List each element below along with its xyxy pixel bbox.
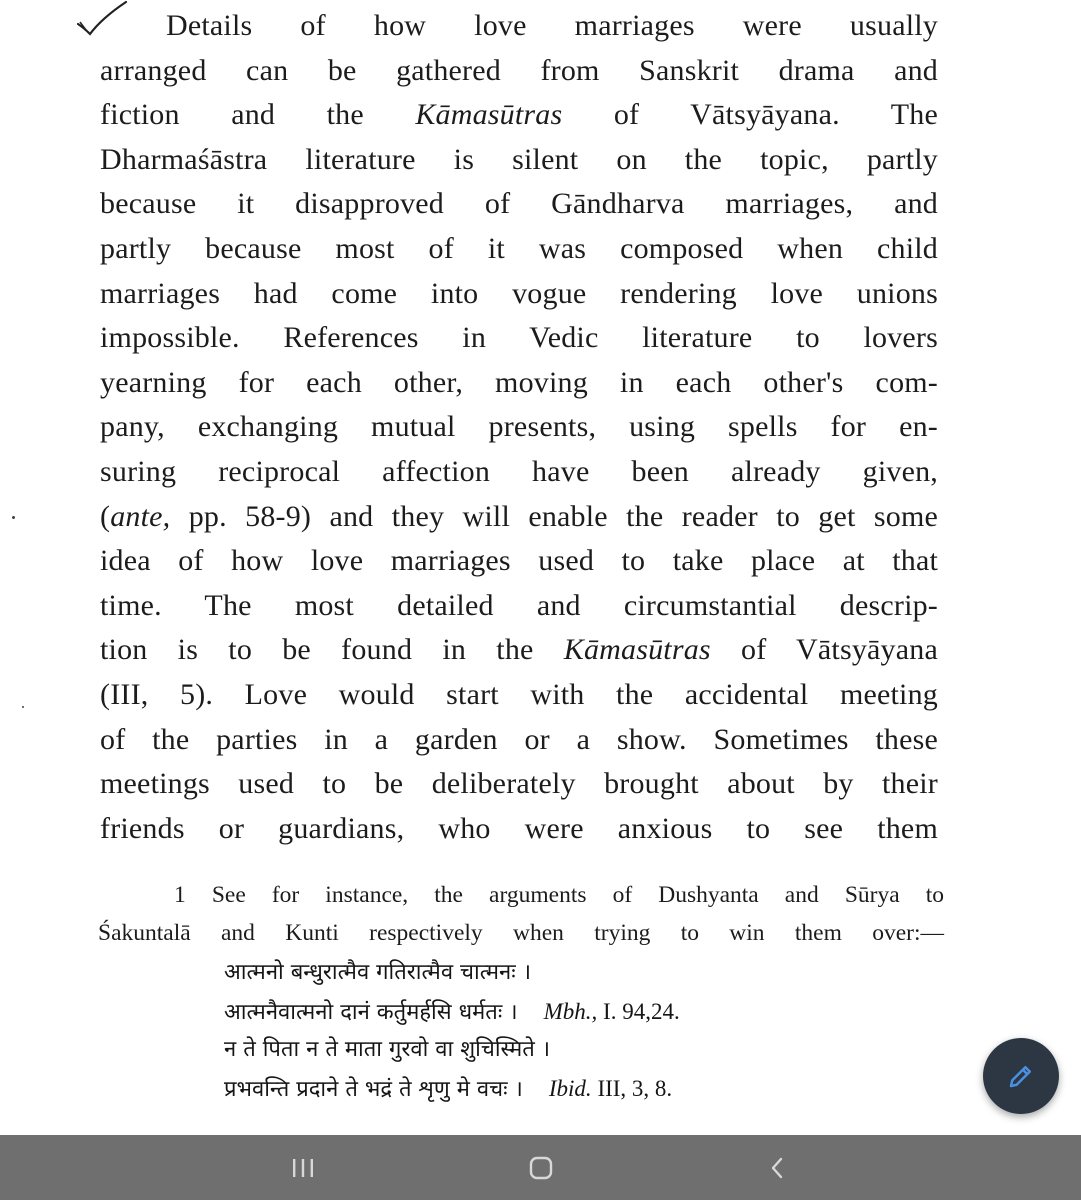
footnote-line (98, 876, 944, 914)
italic-title: Kāmasūtras (563, 633, 711, 667)
verse-line (224, 1070, 904, 1109)
system-navigation-bar (0, 1135, 1081, 1200)
body-line: friends or guardians, who were anxious to see them (100, 811, 938, 845)
body-line: marriages had come into vogue rendering love unions (100, 276, 938, 310)
body-line: idea of how love marriages used to take place at that (100, 544, 938, 578)
verse-citation: Ibid. (548, 1075, 592, 1101)
pencil-icon (1006, 1061, 1036, 1091)
verse-line (224, 1031, 904, 1070)
recents-icon (290, 1157, 316, 1179)
verse-line (224, 954, 904, 993)
body-line: impossible. References in Vedic literature to lovers (100, 321, 938, 355)
verse-citation-number: III, 3, 8. (591, 1075, 673, 1101)
stray-mark (22, 706, 24, 708)
body-line: tion is to be found in the Kāmasūtras of Vātsyāyana (100, 633, 938, 667)
body-paragraph (100, 4, 938, 851)
body-line: partly because most of it was composed when child (100, 231, 938, 265)
body-line: meetings used to be deliberately brought about by their (100, 767, 938, 801)
body-line: arranged can be gathered from Sanskrit drama and (100, 53, 938, 87)
verse-text: प्रभवन्ति प्रदाने ते भद्रं ते शृणु मे वचः । (224, 1076, 523, 1102)
body-line: because it disapproved of Gāndharva marriages, and (100, 187, 938, 221)
body-line: of the parties in a garden or a show. Sometimes these (100, 722, 938, 756)
body-line: Dharmaśāstra literature is silent on the topic, partly (100, 142, 938, 176)
stray-mark (12, 516, 15, 519)
footnote-line: Śakuntalā and Kunti respectively when trying to win them over:— (98, 920, 944, 946)
verse-text: आत्मनो बन्धुरात्मैव गतिरात्मैव चात्मनः । (224, 960, 532, 985)
body-line: (ante, pp. 58-9) and they will enable the reader to get some (100, 499, 938, 533)
body-line: fiction and the Kāmasūtras of Vātsyāyana. The (100, 98, 938, 132)
edit-button[interactable] (983, 1038, 1059, 1114)
body-line: (III, 5). Love would start with the accidental meeting (100, 677, 938, 711)
body-line: suring reciprocal affection have been already given, (100, 454, 938, 488)
body-line: pany, exchanging mutual presents, using spells for en- (100, 410, 938, 444)
back-button[interactable] (717, 1135, 837, 1200)
verse-citation: Mbh., (543, 998, 598, 1024)
italic-title: ante, (110, 499, 171, 533)
recents-button[interactable] (243, 1135, 363, 1200)
verse-citation-number: I. 94,24. (597, 998, 680, 1024)
home-button[interactable] (481, 1135, 601, 1200)
body-line: time. The most detailed and circumstantial descrip- (100, 588, 938, 622)
sanskrit-verse (224, 954, 904, 1108)
verse-text: आत्मनैवात्मनो दानं कर्तुमर्हसि धर्मतः । (224, 999, 518, 1025)
footnote (98, 876, 944, 952)
verse-text: न ते पिता न ते माता गुरवो वा शुचिस्मिते । (224, 1037, 551, 1062)
footnote-text: 1 See for instance, the arguments of Dushyanta and Sūrya to (174, 882, 944, 908)
home-icon (528, 1155, 554, 1181)
italic-title: Kāmasūtras (415, 98, 563, 132)
back-icon (767, 1155, 787, 1181)
verse-line (224, 993, 904, 1032)
body-line: Details of how love marriages were usually (166, 9, 938, 42)
body-line: yearning for each other, moving in each other's com- (100, 365, 938, 399)
